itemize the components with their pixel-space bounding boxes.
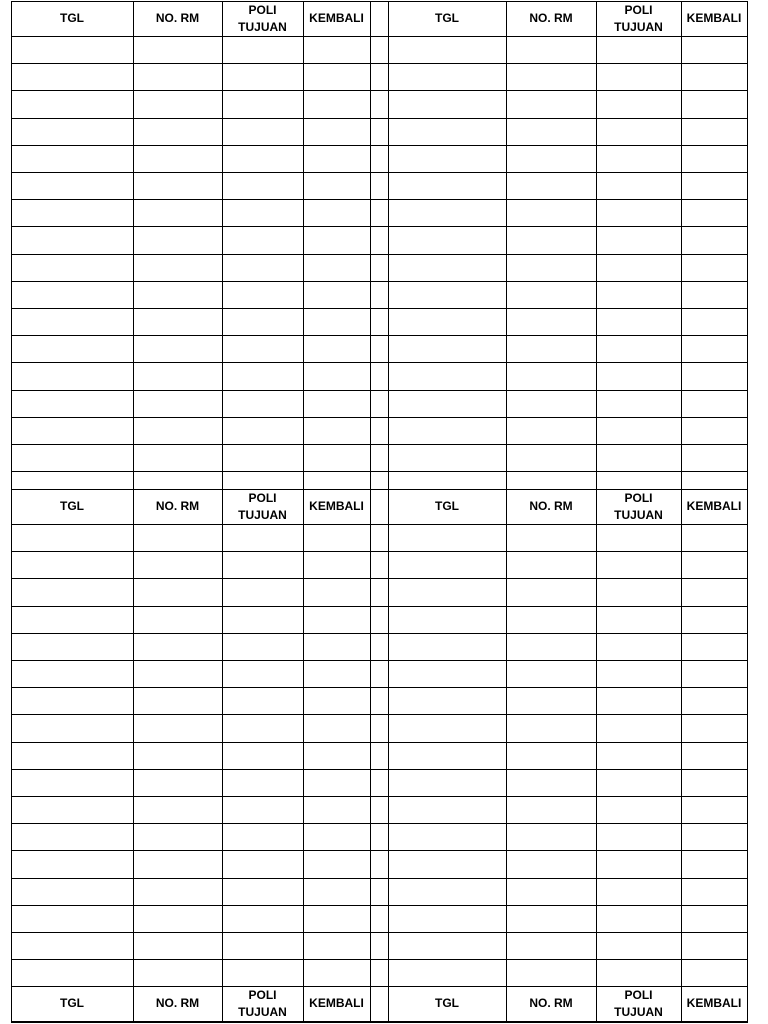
row-border — [11, 199, 748, 200]
row-border — [11, 905, 748, 906]
row-border — [11, 796, 748, 797]
column-border — [506, 489, 507, 986]
header-tgl-left: TGL — [60, 499, 84, 513]
row-border — [11, 172, 748, 173]
header-tgl-left: TGL — [60, 996, 84, 1010]
row-border — [11, 633, 748, 634]
header-bottom-border — [11, 524, 748, 525]
column-border — [222, 1, 223, 489]
column-border — [747, 489, 748, 986]
column-border — [370, 1, 371, 489]
column-border — [133, 489, 134, 986]
header-poli-tujuan-left: POLI TUJUAN — [238, 987, 287, 1019]
row-border — [11, 660, 748, 661]
header-poli-tujuan-right: POLI TUJUAN — [614, 2, 663, 34]
column-border — [681, 1, 682, 489]
column-border — [681, 489, 682, 986]
column-border — [388, 1, 389, 489]
row-border — [11, 308, 748, 309]
row-border — [11, 471, 748, 472]
row-border — [11, 742, 748, 743]
header-no-rm-right: NO. RM — [529, 11, 573, 25]
row-border — [11, 878, 748, 879]
header-tgl-left: TGL — [60, 11, 84, 25]
header-tgl-right: TGL — [435, 499, 459, 513]
row-border — [11, 254, 748, 255]
row-border — [11, 118, 748, 119]
header-poli-tujuan-left: POLI TUJUAN — [238, 490, 287, 522]
row-border — [11, 63, 748, 64]
row-border — [11, 226, 748, 227]
header-kembali-right: KEMBALI — [686, 996, 742, 1010]
header-poli-tujuan-left: POLI TUJUAN — [238, 2, 287, 34]
column-border — [596, 489, 597, 986]
row-border — [11, 769, 748, 770]
header-no-rm-left: NO. RM — [155, 11, 200, 25]
column-border — [506, 1, 507, 489]
column-border — [133, 1, 134, 489]
row-border — [11, 714, 748, 715]
column-border — [747, 986, 748, 1022]
header-no-rm-left: NO. RM — [155, 499, 200, 513]
row-border — [11, 145, 748, 146]
row-border — [11, 687, 748, 688]
header-no-rm-right: NO. RM — [529, 499, 573, 513]
column-border — [303, 1, 304, 489]
header-kembali-left: KEMBALI — [309, 996, 364, 1010]
header-kembali-right: KEMBALI — [686, 499, 742, 513]
column-border — [747, 1, 748, 489]
column-border — [11, 1, 12, 489]
header-poli-tujuan-right: POLI TUJUAN — [614, 490, 663, 522]
column-border — [222, 489, 223, 986]
row-border — [11, 335, 748, 336]
row-border — [11, 281, 748, 282]
row-border — [11, 417, 748, 418]
column-border — [388, 489, 389, 986]
row-border — [11, 390, 748, 391]
row-border — [11, 823, 748, 824]
header-tgl-right: TGL — [435, 11, 459, 25]
row-border — [11, 606, 748, 607]
column-border — [596, 1, 597, 489]
row-border — [11, 850, 748, 851]
row-border — [11, 932, 748, 933]
sheet-bottom-border — [11, 1022, 748, 1023]
column-border — [11, 489, 12, 986]
row-border — [11, 959, 748, 960]
row-border — [11, 578, 748, 579]
row-border — [11, 444, 748, 445]
header-tgl-right: TGL — [435, 996, 459, 1010]
header-bottom-border — [11, 36, 748, 37]
header-kembali-right: KEMBALI — [686, 11, 742, 25]
header-poli-tujuan-right: POLI TUJUAN — [614, 987, 663, 1019]
row-border — [11, 551, 748, 552]
column-border — [370, 489, 371, 986]
row-border — [11, 90, 748, 91]
column-border — [303, 489, 304, 986]
row-border — [11, 362, 748, 363]
header-kembali-left: KEMBALI — [309, 499, 364, 513]
column-border — [370, 986, 371, 1022]
header-no-rm-right: NO. RM — [529, 996, 573, 1010]
header-no-rm-left: NO. RM — [155, 996, 200, 1010]
header-kembali-left: KEMBALI — [309, 11, 364, 25]
